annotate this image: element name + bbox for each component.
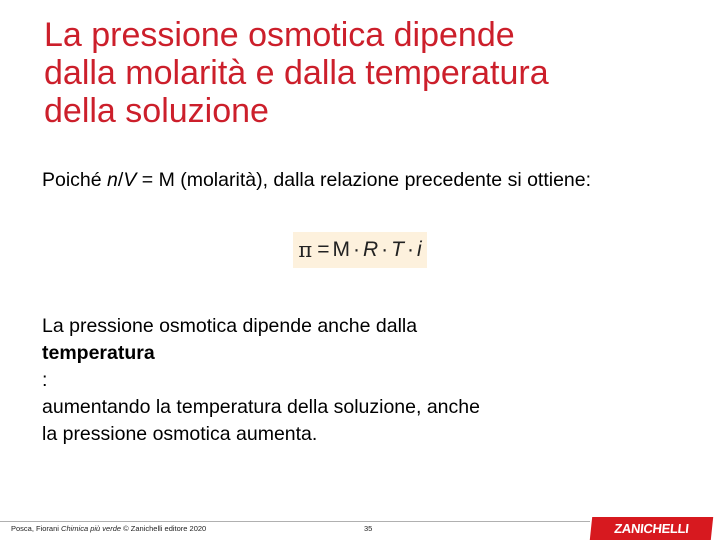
osmotic-pressure-formula	[293, 232, 427, 268]
footer-credits	[11, 524, 206, 533]
para2-line1-after: :	[42, 369, 48, 391]
footer-authors: Posca, Fiorani	[11, 524, 62, 533]
footer-divider	[0, 521, 590, 522]
slide-title	[44, 16, 684, 130]
zanichelli-logo: ZANICHELLI	[590, 517, 713, 540]
formula-dot-1: ·	[352, 238, 360, 261]
slash: /	[117, 169, 124, 191]
footer-publisher: © Zanichelli editore 2020	[121, 524, 207, 533]
para2-line1-before: La pressione osmotica dipende anche dalla	[42, 315, 418, 337]
formula-m: M	[332, 238, 350, 261]
page-number: 35	[364, 524, 373, 533]
formula-dot-2: ·	[381, 238, 389, 261]
para2-line-1	[42, 313, 682, 394]
intro-paragraph	[42, 167, 682, 194]
intro-prefix: Poiché	[42, 169, 108, 191]
intro-suffix: = M (molarità), dalla relazione precedente si ottiene:	[136, 169, 592, 191]
formula-r: R	[362, 238, 379, 261]
formula-i: i	[416, 238, 422, 261]
formula-equals: =	[317, 238, 330, 261]
title-line-1: La pressione osmotica dipende	[44, 16, 515, 54]
para2-bold-temperature: temperatura	[42, 342, 155, 364]
var-v: V	[123, 169, 137, 191]
formula-pi: π	[298, 238, 313, 262]
formula-t: T	[391, 238, 404, 261]
para2-line-3: la pressione osmotica aumenta.	[42, 423, 318, 445]
temperature-paragraph	[42, 313, 682, 448]
var-n: n	[107, 169, 118, 191]
formula-dot-3: ·	[406, 238, 414, 261]
footer-book-title: Chimica più verde	[61, 524, 122, 533]
title-line-2: dalla molarità e dalla temperatura	[44, 54, 549, 92]
para2-line-2: aumentando la temperatura della soluzione, anche	[42, 396, 480, 418]
title-line-3: della soluzione	[44, 92, 269, 130]
